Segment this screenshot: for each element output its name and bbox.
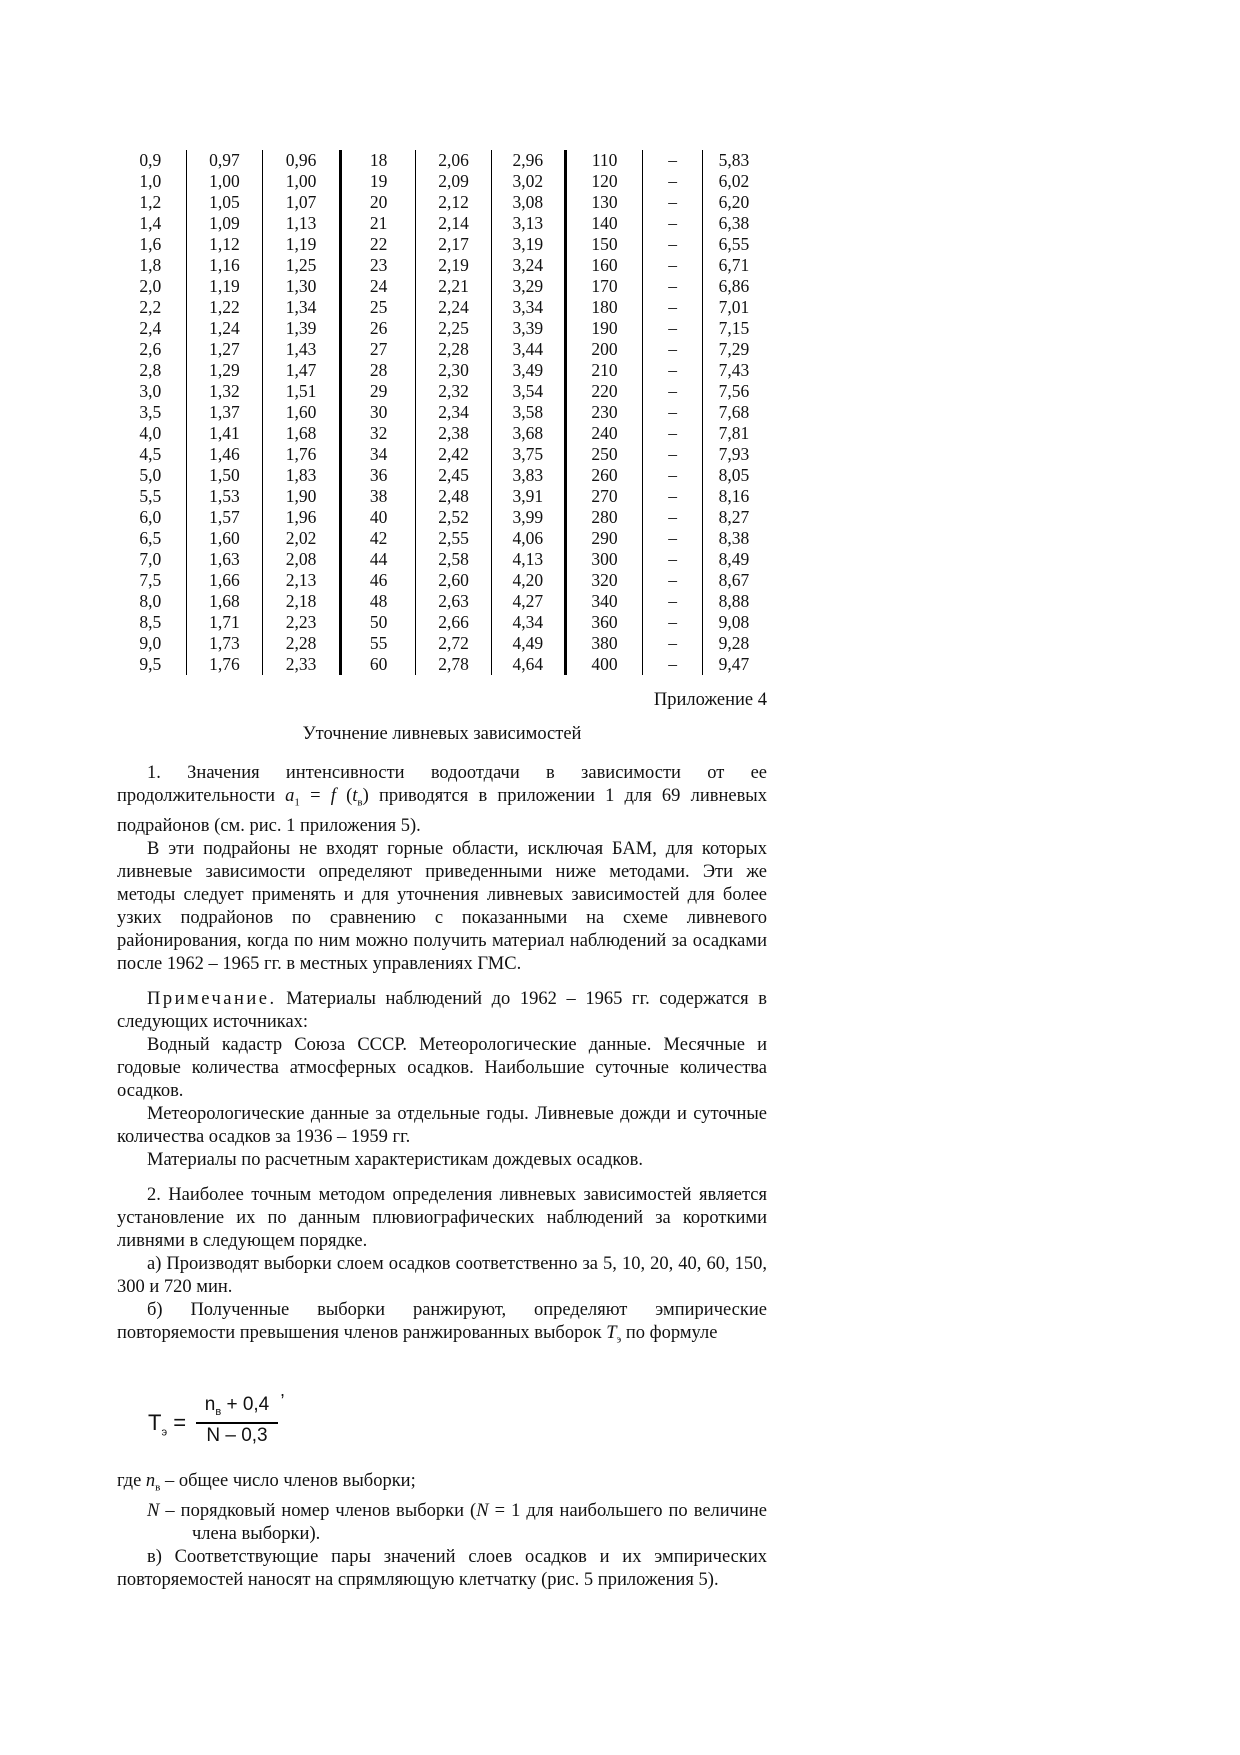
table-cell: 3,58 bbox=[491, 402, 565, 423]
table-cell: 1,60 bbox=[263, 402, 341, 423]
table-cell: 3,91 bbox=[491, 486, 565, 507]
section-title: Уточнение ливневых зависимостей bbox=[302, 724, 582, 744]
table-cell: 19 bbox=[340, 171, 415, 192]
table-cell: – bbox=[643, 444, 703, 465]
table-cell: 7,56 bbox=[702, 381, 765, 402]
table-cell: 8,5 bbox=[139, 612, 162, 632]
table-cell: 3,08 bbox=[491, 192, 565, 213]
table-cell: – bbox=[643, 633, 703, 654]
table-cell: 300 bbox=[565, 549, 643, 570]
table-cell: 0,9 bbox=[139, 150, 162, 170]
table-cell: 2,18 bbox=[263, 591, 341, 612]
table-cell: 2,52 bbox=[416, 507, 492, 528]
table-cell: – bbox=[643, 213, 703, 234]
table-cell: – bbox=[643, 381, 703, 402]
table-cell: 8,27 bbox=[702, 507, 765, 528]
table-cell: 7,93 bbox=[702, 444, 765, 465]
table-cell: 60 bbox=[340, 654, 415, 675]
table-cell: 1,34 bbox=[263, 297, 341, 318]
table-cell: 1,27 bbox=[186, 339, 263, 360]
table-cell: 1,29 bbox=[186, 360, 263, 381]
table-cell: – bbox=[643, 192, 703, 213]
table-cell: 1,60 bbox=[186, 528, 263, 549]
table-cell: – bbox=[643, 255, 703, 276]
table-row bbox=[115, 213, 765, 234]
table-cell: 3,19 bbox=[491, 234, 565, 255]
paragraph-3: 2. Наиболее точным методом определения ливневых зависимостей является установление их по данным плювиографических наблюдений за короткими ливнями в следующем порядке. bbox=[117, 1184, 767, 1251]
table-cell: 130 bbox=[565, 192, 643, 213]
table-cell: 0,97 bbox=[186, 150, 263, 171]
table-cell: 2,6 bbox=[139, 339, 162, 359]
table-cell: 2,30 bbox=[416, 360, 492, 381]
table-cell: 9,5 bbox=[139, 654, 162, 674]
table-cell: 1,09 bbox=[186, 213, 263, 234]
table-row bbox=[115, 549, 765, 570]
table-row bbox=[115, 633, 765, 654]
table-cell: 1,8 bbox=[139, 255, 162, 275]
table-cell: – bbox=[643, 402, 703, 423]
table-cell: 42 bbox=[340, 528, 415, 549]
appendix-label: Приложение 4 bbox=[653, 690, 767, 710]
table-cell: 3,29 bbox=[491, 276, 565, 297]
table-cell: 2,45 bbox=[416, 465, 492, 486]
table-cell: 6,38 bbox=[702, 213, 765, 234]
table-cell: 1,41 bbox=[186, 423, 263, 444]
table-row bbox=[115, 612, 765, 633]
table-cell: 230 bbox=[565, 402, 643, 423]
table-row bbox=[115, 318, 765, 339]
table-cell: – bbox=[643, 612, 703, 633]
table-cell: 1,63 bbox=[186, 549, 263, 570]
table-cell: 3,75 bbox=[491, 444, 565, 465]
table-cell: 2,13 bbox=[263, 570, 341, 591]
table-cell: 1,00 bbox=[186, 171, 263, 192]
table-cell: 1,73 bbox=[186, 633, 263, 654]
table-cell: 120 bbox=[565, 171, 643, 192]
table-cell: 4,06 bbox=[491, 528, 565, 549]
table-cell: 3,99 bbox=[491, 507, 565, 528]
table-cell: 3,5 bbox=[139, 402, 162, 422]
table-cell: 55 bbox=[340, 633, 415, 654]
table-cell: 260 bbox=[565, 465, 643, 486]
table-cell: 2,02 bbox=[263, 528, 341, 549]
table-row bbox=[115, 654, 765, 675]
table-cell: 400 bbox=[565, 654, 643, 675]
table-cell: 200 bbox=[565, 339, 643, 360]
table-row bbox=[115, 360, 765, 381]
table-cell: 6,5 bbox=[139, 528, 162, 548]
table-cell: – bbox=[643, 276, 703, 297]
table-cell: 1,76 bbox=[186, 654, 263, 675]
table-cell: – bbox=[643, 465, 703, 486]
table-cell: 1,57 bbox=[186, 507, 263, 528]
table-cell: 1,24 bbox=[186, 318, 263, 339]
table-cell: 9,0 bbox=[139, 633, 162, 653]
table-cell: 8,49 bbox=[702, 549, 765, 570]
table-cell: 6,71 bbox=[702, 255, 765, 276]
table-row bbox=[115, 381, 765, 402]
table-cell: 4,27 bbox=[491, 591, 565, 612]
paragraph-v: в) Соответствующие пары значений слоев осадков и их эмпирических повторяемостей наносят на спрямляющую клетчатку (рис. 5 приложения 5). bbox=[117, 1546, 767, 1590]
table-row bbox=[115, 507, 765, 528]
table-cell: 4,20 bbox=[491, 570, 565, 591]
table-cell: 2,58 bbox=[416, 549, 492, 570]
table-cell: 1,13 bbox=[263, 213, 341, 234]
table-cell: 28 bbox=[340, 360, 415, 381]
paragraph-a: а) Производят выборки слоем осадков соответственно за 5, 10, 20, 40, 60, 150, 300 и 720 мин. bbox=[117, 1253, 767, 1297]
table-row bbox=[115, 486, 765, 507]
table-cell: 5,83 bbox=[702, 150, 765, 171]
table-cell: – bbox=[643, 486, 703, 507]
table-cell: 4,13 bbox=[491, 549, 565, 570]
table-cell: 110 bbox=[565, 150, 643, 171]
table-cell: 3,54 bbox=[491, 381, 565, 402]
table-cell: 1,0 bbox=[139, 171, 162, 191]
table-cell: 2,21 bbox=[416, 276, 492, 297]
table-cell: 24 bbox=[340, 276, 415, 297]
table-cell: 2,09 bbox=[416, 171, 492, 192]
table-cell: 1,96 bbox=[263, 507, 341, 528]
note-source-3: Материалы по расчетным характеристикам дождевых осадков. bbox=[147, 1149, 644, 1170]
note-label: Примечание. bbox=[147, 988, 277, 1009]
table-cell: 3,39 bbox=[491, 318, 565, 339]
table-cell: 2,55 bbox=[416, 528, 492, 549]
table-cell: 22 bbox=[340, 234, 415, 255]
table-cell: 1,68 bbox=[263, 423, 341, 444]
table-cell: 6,0 bbox=[139, 507, 162, 527]
table-cell: 27 bbox=[340, 339, 415, 360]
table-cell: 2,34 bbox=[416, 402, 492, 423]
table-cell: 290 bbox=[565, 528, 643, 549]
table-cell: 1,19 bbox=[186, 276, 263, 297]
table-cell: 7,15 bbox=[702, 318, 765, 339]
table-cell: 9,28 bbox=[702, 633, 765, 654]
table-cell: 36 bbox=[340, 465, 415, 486]
table-cell: 180 bbox=[565, 297, 643, 318]
data-table bbox=[115, 150, 765, 675]
table-cell: 4,5 bbox=[139, 444, 162, 464]
table-cell: 340 bbox=[565, 591, 643, 612]
table-cell: 1,12 bbox=[186, 234, 263, 255]
table-cell: 7,0 bbox=[139, 549, 162, 569]
table-cell: – bbox=[643, 339, 703, 360]
table-cell: 8,16 bbox=[702, 486, 765, 507]
table-cell: 2,06 bbox=[416, 150, 492, 171]
note-source-1: Водный кадастр Союза СССР. Метеорологические данные. Месячные и годовые количества атмосферных осадков. Наибольшие суточные количества осадков. bbox=[117, 1034, 767, 1101]
paragraph-2: В эти подрайоны не входят горные области, исключая БАМ, для которых ливневые зависимости определяют приведенными ниже методами. Эти же методы следует применять и для уточнения ливневых зависимостей для более узких подрайонов по сравнению с показанными на схеме ливневого районирования, когда по ним можно получить материал наблюдений за осадками после 1962 – 1965 гг. в местных управлениях ГМС. bbox=[117, 838, 767, 974]
table-cell: 26 bbox=[340, 318, 415, 339]
table-cell: 2,12 bbox=[416, 192, 492, 213]
table-cell: 8,0 bbox=[139, 591, 162, 611]
table-cell: 50 bbox=[340, 612, 415, 633]
table-cell: 34 bbox=[340, 444, 415, 465]
table-cell: 21 bbox=[340, 213, 415, 234]
table-cell: 1,30 bbox=[263, 276, 341, 297]
table-cell: 1,6 bbox=[139, 234, 162, 254]
table-cell: 150 bbox=[565, 234, 643, 255]
table-cell: 25 bbox=[340, 297, 415, 318]
table-cell: 1,68 bbox=[186, 591, 263, 612]
table-cell: 2,2 bbox=[139, 297, 162, 317]
table-cell: 0,96 bbox=[263, 150, 341, 171]
table-cell: 360 bbox=[565, 612, 643, 633]
table-cell: – bbox=[643, 360, 703, 381]
table-cell: 2,72 bbox=[416, 633, 492, 654]
table-cell: – bbox=[643, 423, 703, 444]
table-cell: 2,32 bbox=[416, 381, 492, 402]
table-cell: 7,01 bbox=[702, 297, 765, 318]
table-cell: 23 bbox=[340, 255, 415, 276]
formula: $T_э$ = $n_в + 0,4$ N – 0,3 , bbox=[148, 1380, 286, 1446]
table-cell: 320 bbox=[565, 570, 643, 591]
table-row bbox=[115, 276, 765, 297]
table-cell: 8,05 bbox=[702, 465, 765, 486]
table-cell: 6,20 bbox=[702, 192, 765, 213]
table-cell: 7,68 bbox=[702, 402, 765, 423]
table-cell: – bbox=[643, 570, 703, 591]
table-cell: 8,67 bbox=[702, 570, 765, 591]
table-cell: 1,4 bbox=[139, 213, 162, 233]
table-cell: 1,16 bbox=[186, 255, 263, 276]
table-cell: 2,4 bbox=[139, 318, 162, 338]
table-cell: 2,8 bbox=[139, 360, 162, 380]
table-cell: 9,08 bbox=[702, 612, 765, 633]
body-text bbox=[117, 762, 767, 1351]
table-cell: 1,22 bbox=[186, 297, 263, 318]
table-cell: 1,2 bbox=[139, 192, 162, 212]
table-row bbox=[115, 402, 765, 423]
table-cell: 30 bbox=[340, 402, 415, 423]
table-cell: 220 bbox=[565, 381, 643, 402]
table-cell: 1,19 bbox=[263, 234, 341, 255]
where-line-2: N – порядковый номер членов выборки (N = 1 для наибольшего по величине члена выборки). bbox=[147, 1500, 767, 1544]
table-cell: 2,23 bbox=[263, 612, 341, 633]
table-row bbox=[115, 150, 765, 171]
table-cell: 1,05 bbox=[186, 192, 263, 213]
table-cell: 1,50 bbox=[186, 465, 263, 486]
table-cell: 1,83 bbox=[263, 465, 341, 486]
table-cell: 7,29 bbox=[702, 339, 765, 360]
table-cell: 4,64 bbox=[491, 654, 565, 675]
table-cell: 3,68 bbox=[491, 423, 565, 444]
table-cell: 2,38 bbox=[416, 423, 492, 444]
table-cell: 6,02 bbox=[702, 171, 765, 192]
table-cell: 3,83 bbox=[491, 465, 565, 486]
table-cell: 3,44 bbox=[491, 339, 565, 360]
where-line-1: где $n_в$ – общее число членов выборки; bbox=[117, 1471, 416, 1494]
table-cell: 1,25 bbox=[263, 255, 341, 276]
table-cell: 1,37 bbox=[186, 402, 263, 423]
table-cell: 1,43 bbox=[263, 339, 341, 360]
table-row bbox=[115, 528, 765, 549]
table-cell: 1,47 bbox=[263, 360, 341, 381]
table-cell: 250 bbox=[565, 444, 643, 465]
fraction-bar bbox=[196, 1422, 278, 1424]
table-cell: 5,0 bbox=[139, 465, 162, 485]
table-cell: 8,38 bbox=[702, 528, 765, 549]
table-cell: 1,76 bbox=[263, 444, 341, 465]
table-cell: 1,07 bbox=[263, 192, 341, 213]
table-cell: 1,46 bbox=[186, 444, 263, 465]
table-cell: 170 bbox=[565, 276, 643, 297]
table-cell: 2,66 bbox=[416, 612, 492, 633]
table-row bbox=[115, 171, 765, 192]
table-cell: – bbox=[643, 318, 703, 339]
table-cell: 140 bbox=[565, 213, 643, 234]
table-cell: 1,90 bbox=[263, 486, 341, 507]
table-cell: 40 bbox=[340, 507, 415, 528]
table-cell: 2,28 bbox=[263, 633, 341, 654]
table-cell: – bbox=[643, 549, 703, 570]
table-cell: 1,51 bbox=[263, 381, 341, 402]
table-cell: 4,34 bbox=[491, 612, 565, 633]
table-row bbox=[115, 234, 765, 255]
table-cell: 46 bbox=[340, 570, 415, 591]
table-cell: 4,0 bbox=[139, 423, 162, 443]
table-row bbox=[115, 297, 765, 318]
table-cell: – bbox=[643, 591, 703, 612]
table-cell: 2,28 bbox=[416, 339, 492, 360]
table-cell: 2,42 bbox=[416, 444, 492, 465]
table-row bbox=[115, 591, 765, 612]
table-cell: 48 bbox=[340, 591, 415, 612]
table-row bbox=[115, 255, 765, 276]
table-cell: – bbox=[643, 171, 703, 192]
table-cell: 2,60 bbox=[416, 570, 492, 591]
table-cell: – bbox=[643, 528, 703, 549]
table-cell: 2,63 bbox=[416, 591, 492, 612]
table-cell: 7,81 bbox=[702, 423, 765, 444]
table-cell: 2,96 bbox=[491, 150, 565, 171]
table-cell: 160 bbox=[565, 255, 643, 276]
table-cell: 7,43 bbox=[702, 360, 765, 381]
table-cell: – bbox=[643, 297, 703, 318]
table-cell: – bbox=[643, 507, 703, 528]
table-cell: 240 bbox=[565, 423, 643, 444]
table-row bbox=[115, 423, 765, 444]
table-cell: 2,19 bbox=[416, 255, 492, 276]
table-cell: 210 bbox=[565, 360, 643, 381]
table-cell: 20 bbox=[340, 192, 415, 213]
table-cell: 1,00 bbox=[263, 171, 341, 192]
table-cell: 4,49 bbox=[491, 633, 565, 654]
table-cell: 3,13 bbox=[491, 213, 565, 234]
table-cell: 18 bbox=[340, 150, 415, 171]
table-cell: 1,39 bbox=[263, 318, 341, 339]
table-cell: – bbox=[643, 654, 703, 675]
table-cell: 44 bbox=[340, 549, 415, 570]
table-cell: 2,08 bbox=[263, 549, 341, 570]
paragraph-1: 1. Значения интенсивности водоотдачи в зависимости от ее продолжительности $a_1 = f$ $(t_в)$ приводятся в приложении 1 для 69 ливневых подрайонов (см. рис. 1 приложения 5). bbox=[117, 763, 767, 836]
table-cell: 1,71 bbox=[186, 612, 263, 633]
table-cell: 270 bbox=[565, 486, 643, 507]
table-cell: 3,34 bbox=[491, 297, 565, 318]
table-cell: 6,86 bbox=[702, 276, 765, 297]
body-text-2 bbox=[117, 1470, 767, 1592]
table-row bbox=[115, 339, 765, 360]
table-cell: 2,17 bbox=[416, 234, 492, 255]
table-cell: 280 bbox=[565, 507, 643, 528]
table-cell: 32 bbox=[340, 423, 415, 444]
table-cell: 6,55 bbox=[702, 234, 765, 255]
table-cell: 3,0 bbox=[139, 381, 162, 401]
table-cell: 8,88 bbox=[702, 591, 765, 612]
table-cell: 1,53 bbox=[186, 486, 263, 507]
note-source-2: Метеорологические данные за отдельные годы. Ливневые дожди и суточные количества осадков за 1936 – 1959 гг. bbox=[117, 1103, 767, 1147]
table-cell: 5,5 bbox=[139, 486, 162, 506]
table-cell: 38 bbox=[340, 486, 415, 507]
paragraph-b: б) Полученные выборки ранжируют, определяют эмпирические повторяемости превышения членов ранжированных выборок $T_э$ по формуле bbox=[117, 1299, 767, 1346]
table-cell: – bbox=[643, 150, 703, 171]
table-cell: 2,25 bbox=[416, 318, 492, 339]
table-cell: 9,47 bbox=[702, 654, 765, 675]
table-cell: 29 bbox=[340, 381, 415, 402]
table-cell: 1,66 bbox=[186, 570, 263, 591]
table-cell: 2,24 bbox=[416, 297, 492, 318]
table-cell: 2,78 bbox=[416, 654, 492, 675]
table-cell: – bbox=[643, 234, 703, 255]
table-row bbox=[115, 192, 765, 213]
table-cell: 3,24 bbox=[491, 255, 565, 276]
table-cell: 3,02 bbox=[491, 171, 565, 192]
table-cell: 7,5 bbox=[139, 570, 162, 590]
table-cell: 1,32 bbox=[186, 381, 263, 402]
table-cell: 380 bbox=[565, 633, 643, 654]
table-row bbox=[115, 444, 765, 465]
table-cell: 2,33 bbox=[263, 654, 341, 675]
note-paragraph: Примечание. Материалы наблюдений до 1962 – 1965 гг. содержатся в следующих источниках: bbox=[117, 988, 767, 1032]
table-cell: 2,48 bbox=[416, 486, 492, 507]
table-cell: 190 bbox=[565, 318, 643, 339]
table-cell: 2,14 bbox=[416, 213, 492, 234]
table-cell: 3,49 bbox=[491, 360, 565, 381]
table-cell: 2,0 bbox=[139, 276, 162, 296]
table-row bbox=[115, 570, 765, 591]
table-row bbox=[115, 465, 765, 486]
